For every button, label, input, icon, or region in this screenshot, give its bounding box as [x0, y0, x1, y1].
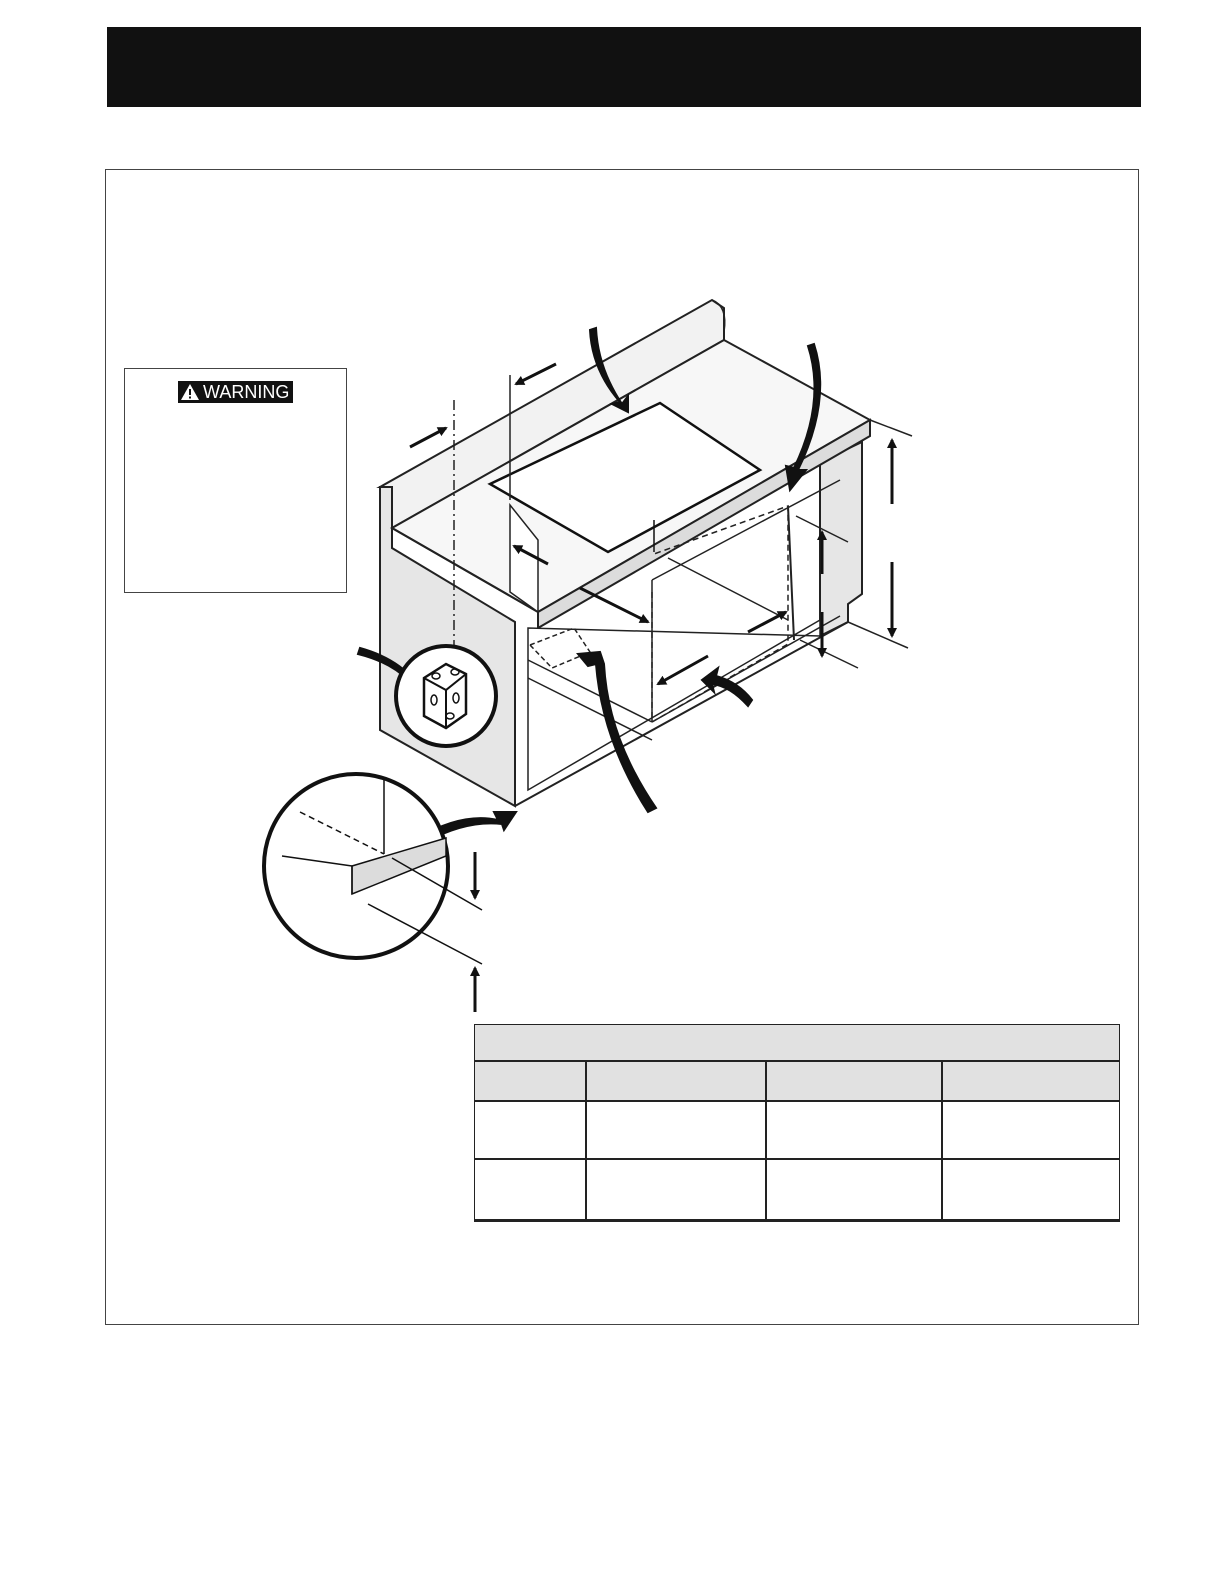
specification-table [474, 1024, 1120, 1222]
table-cell [767, 1102, 943, 1158]
junction-box-detail [396, 646, 496, 746]
table-cell [943, 1160, 1119, 1219]
column-header [943, 1062, 1119, 1100]
table-cell [587, 1102, 767, 1158]
table-cell [475, 1102, 587, 1158]
toe-kick-detail [264, 774, 482, 964]
table-title [474, 1024, 1120, 1062]
table-cell [943, 1102, 1119, 1158]
table-cell [767, 1160, 943, 1219]
table-cell [587, 1160, 767, 1219]
warning-label: WARNING [203, 382, 290, 402]
column-header [587, 1062, 767, 1100]
column-header [767, 1062, 943, 1100]
table-row [474, 1160, 1120, 1222]
table-cell [475, 1160, 587, 1219]
table-header-row [474, 1062, 1120, 1102]
table-row [474, 1102, 1120, 1160]
column-header [475, 1062, 587, 1100]
